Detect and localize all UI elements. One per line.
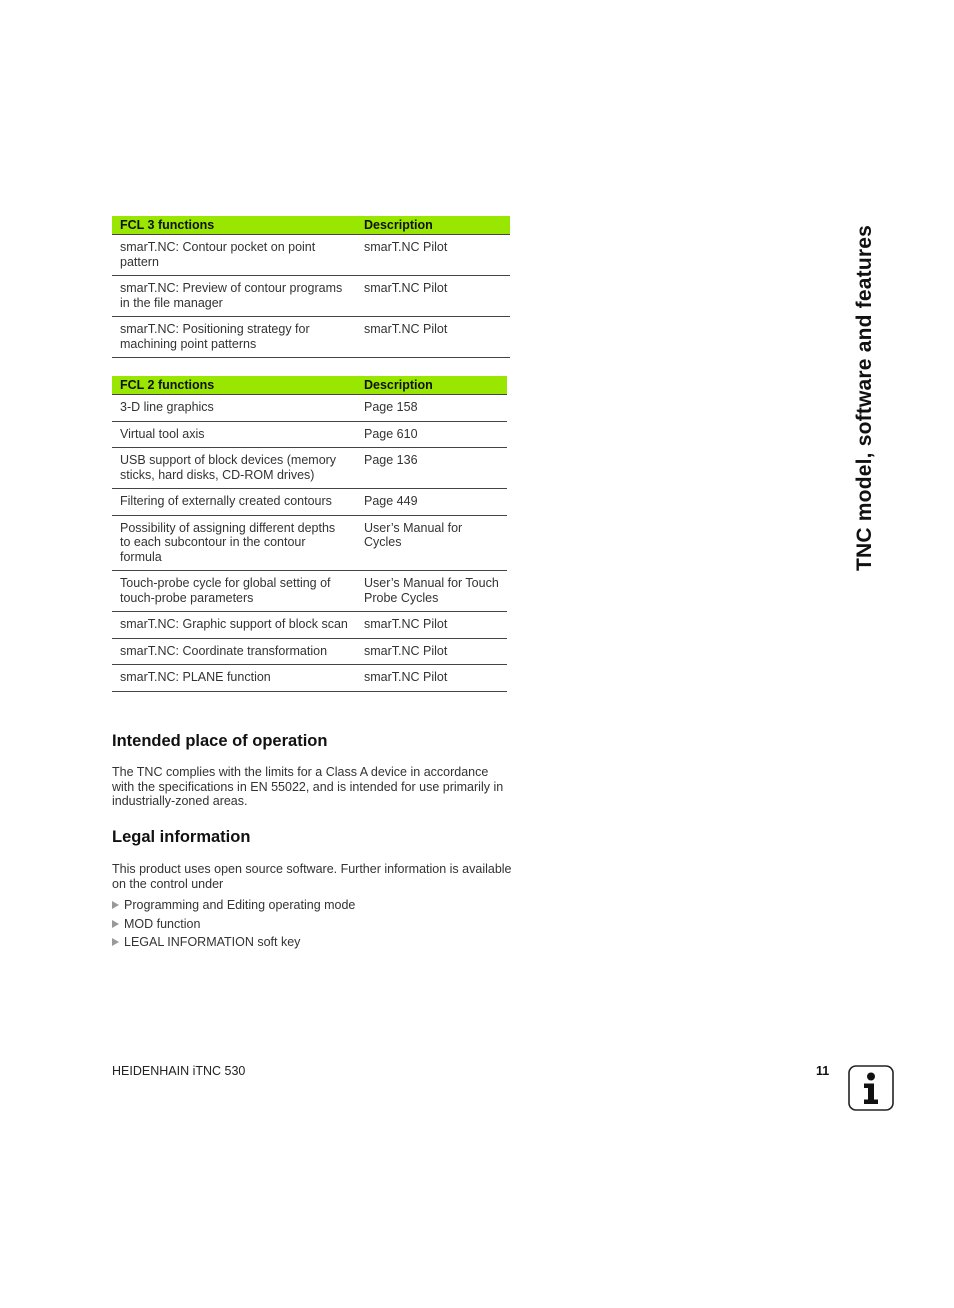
- table-row: [112, 489, 507, 516]
- side-chapter-title-text: TNC model, software and features: [853, 225, 876, 571]
- list-item-text: MOD function: [124, 916, 201, 931]
- table-cell: Possibility of assigning different depths to each subcontour in the contour formula: [112, 515, 356, 571]
- list-item: [112, 935, 355, 954]
- table-cell: smarT.NC: Coordinate transformation: [112, 638, 356, 665]
- table-row: [112, 395, 507, 422]
- table-row: [112, 317, 510, 358]
- table-row: [112, 638, 507, 665]
- table-cell: smarT.NC: Positioning strategy for machining point patterns: [112, 317, 356, 358]
- triangle-right-icon: [112, 920, 119, 928]
- page-number: 11: [816, 1064, 830, 1078]
- table-row: [112, 276, 510, 317]
- table-cell: smarT.NC: Graphic support of block scan: [112, 612, 356, 639]
- table-row: [112, 515, 507, 571]
- table-cell: smarT.NC: Contour pocket on point pattern: [112, 235, 356, 276]
- fcl3-table: [112, 216, 510, 358]
- table-cell: smarT.NC: PLANE function: [112, 665, 356, 692]
- table-cell: Touch-probe cycle for global setting of touch-probe parameters: [112, 571, 356, 612]
- table-cell: Virtual tool axis: [112, 421, 356, 448]
- table-header-row: [112, 376, 507, 395]
- legal-steps-list: [112, 898, 355, 954]
- table-cell: USB support of block devices (memory sticks, hard disks, CD-ROM drives): [112, 448, 356, 489]
- table-cell: 3-D line graphics: [112, 395, 356, 422]
- info-icon: [848, 1065, 894, 1111]
- list-item-text: LEGAL INFORMATION soft key: [124, 935, 301, 949]
- table-row: [112, 665, 507, 692]
- table-cell: smarT.NC Pilot: [356, 612, 507, 639]
- list-item-text: Programming and Editing operating mode: [124, 898, 356, 912]
- column-header: Description: [356, 216, 510, 235]
- table-cell: Page 158: [356, 395, 507, 422]
- table-cell: User’s Manual for Cycles: [356, 515, 507, 571]
- table-row: [112, 235, 510, 276]
- section-heading-legal-information: Legal information: [112, 828, 251, 846]
- table-cell: smarT.NC Pilot: [356, 665, 507, 692]
- table-cell: Filtering of externally created contours: [112, 489, 356, 516]
- table-cell: smarT.NC Pilot: [356, 235, 510, 276]
- table-row: [112, 448, 507, 489]
- table-cell: Page 136: [356, 448, 507, 489]
- list-item: [112, 898, 355, 917]
- intended-place-paragraph: The TNC complies with the limits for a Class A device in accordance with the specifications in EN 55022, and is intended for use primarily in industrially-zoned areas.: [112, 765, 504, 808]
- column-header: FCL 3 functions: [112, 216, 356, 235]
- table-row: [112, 421, 507, 448]
- column-header: FCL 2 functions: [112, 376, 356, 395]
- column-header: Description: [356, 376, 507, 395]
- table-cell: smarT.NC Pilot: [356, 638, 507, 665]
- section-heading-intended-place: Intended place of operation: [112, 732, 328, 750]
- table-cell: smarT.NC Pilot: [356, 317, 510, 358]
- fcl2-table: [112, 376, 507, 692]
- table-row: [112, 571, 507, 612]
- legal-information-paragraph: This product uses open source software. Further information is available on the control under: [112, 862, 512, 891]
- table-cell: Page 610: [356, 421, 507, 448]
- table-cell: Page 449: [356, 489, 507, 516]
- triangle-right-icon: [112, 938, 119, 946]
- footer-product-name: HEIDENHAIN iTNC 530: [112, 1064, 246, 1078]
- table-cell: smarT.NC: Preview of contour programs in the file manager: [112, 276, 356, 317]
- table-cell: User’s Manual for Touch Probe Cycles: [356, 571, 507, 612]
- list-item: [112, 917, 355, 936]
- table-row: [112, 612, 507, 639]
- triangle-right-icon: [112, 901, 119, 909]
- table-header-row: [112, 216, 510, 235]
- table-cell: smarT.NC Pilot: [356, 276, 510, 317]
